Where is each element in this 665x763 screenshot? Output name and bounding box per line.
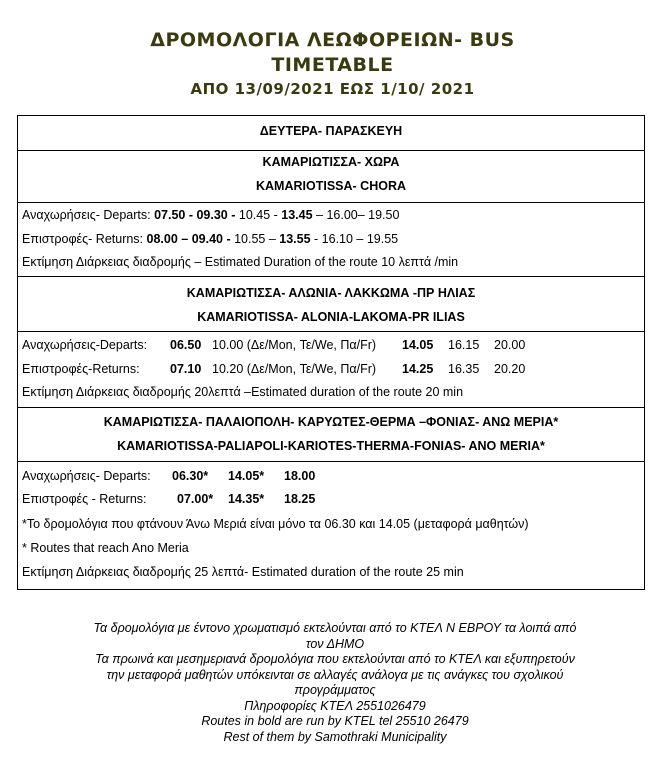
time: 16.15 <box>448 338 480 352</box>
time-bold: 14.35* <box>228 492 265 506</box>
divider <box>18 407 644 408</box>
footer-line: Routes in bold are run by KTEL tel 25510 26479 <box>201 714 469 728</box>
divider <box>18 150 644 151</box>
time: 16.35 <box>448 362 480 376</box>
footer-line: Τα δρομολόγια με έντονο χρωματισμό εκτελούνται από το ΚΤΕΛ Ν ΕΒΡΟΥ τα λοιπά από <box>93 621 577 635</box>
route3-name-gr: ΚΑΜΑΡΙΩΤΙΣΣΑ- ΠΑΛΑΙΟΠΟΛΗ- ΚΑΡΥΩΤΕΣ-ΘΕΡΜΑ –ΦΟΝΙΑΣ- ΑΝΩ ΜΕΡΙΑ* <box>103 415 559 429</box>
route1-returns-row <box>18 231 644 247</box>
route2-departs-row <box>18 337 644 353</box>
route1-departs-row <box>18 207 644 223</box>
route1-duration: Εκτίμηση Διάρκειας διαδρομής – Estimated Duration of the route 10 λεπτά /min <box>22 255 459 269</box>
route1-name-en: KAMARIOTISSA- CHORA <box>256 179 406 193</box>
time-bold: 06.50 <box>170 338 202 352</box>
divider <box>18 461 644 462</box>
route2-duration: Εκτίμηση Διάρκειας διαδρομής 20λεπτά –Estimated duration of the route 20 min <box>22 385 464 399</box>
time: – 16.00– 19.50 <box>312 208 400 222</box>
time-bold: 07.00* <box>177 492 214 506</box>
days-header: ΔΕΥΤΕΡΑ- ΠΑΡΑΣΚΕΥΗ <box>259 124 403 138</box>
footer-line: Πληροφορίες ΚΤΕΛ 2551026479 <box>244 698 426 713</box>
time-bold: 18.25 <box>284 492 316 506</box>
divider <box>18 331 644 332</box>
route3-note-gr: *Το δρομολόγια που φτάνουν Άνω Μεριά είναι μόνο τα 06.30 και 14.05 (μεταφορά μαθητών) <box>22 517 529 531</box>
departs-label: Αναχωρήσεις- Departs: <box>22 469 151 483</box>
time-bold: 14.25 <box>402 362 434 376</box>
page-title-line-2: TIMETABLE <box>271 54 394 76</box>
footer-line: την μεταφορά μαθητών υπόκεινται σε αλλαγές ανάλογα με τις ανάγκες του σχολικού <box>106 667 564 682</box>
time: 20.00 <box>494 338 526 352</box>
timetable-table <box>17 115 645 590</box>
time-bold: 08.00 – 09.40 - <box>143 232 231 246</box>
route2-name-gr: ΚΑΜΑΡΙΩΤΙΣΣΑ- ΑΛΩΝΙΑ- ΛΑΚΚΩΜΑ -ΠΡ ΗΛΙΑΣ <box>186 286 476 300</box>
time-bold: 18.00 <box>284 469 316 483</box>
footer-line: προγράμματος <box>294 683 376 697</box>
time-bold: 07.10 <box>170 362 202 376</box>
departs-label: Αναχωρήσεις-Departs: <box>22 338 148 352</box>
time-bold: 13.45 <box>281 208 313 222</box>
time-bold: 14.05 <box>402 338 434 352</box>
divider <box>18 202 644 203</box>
footer-line: τον ΔΗΜΟ <box>305 636 365 651</box>
time: 10.00 (Δε/Mon, Τε/We, Πα/Fr) <box>212 338 377 352</box>
time: 10.20 (Δε/Mon, Τε/We, Πα/Fr) <box>212 362 377 376</box>
departs-label: Αναχωρήσεις- Departs: <box>22 208 155 222</box>
time: 10.55 – <box>230 232 280 246</box>
route3-name-en: KAMARIOTISSA-PALIAPOLI-KARIOTES-THERMA-FONIAS- ANO MERIA* <box>117 439 545 453</box>
route2-returns-row <box>18 361 644 377</box>
time-bold: 13.55 <box>279 232 311 246</box>
returns-label: Επιστροφές - Returns: <box>22 492 147 506</box>
route3-departs-row <box>18 468 644 484</box>
divider <box>18 276 644 277</box>
page-title: ΔΡΟΜΟΛΟΓΙΑ ΛΕΩΦΟΡΕΙΩΝ- BUS <box>150 29 515 51</box>
route1-name-gr: ΚΑΜΑΡΙΩΤΙΣΣΑ- ΧΩΡΑ <box>262 155 400 169</box>
time: 10.45 - <box>235 208 282 222</box>
route3-note-en: * Routes that reach Ano Meria <box>22 541 189 555</box>
returns-label: Επιστροφές-Returns: <box>22 362 140 376</box>
time-bold: 07.50 - 09.30 - <box>154 208 236 222</box>
returns-label: Επιστροφές- Returns: <box>22 232 144 246</box>
time-bold: 14.05* <box>228 469 265 483</box>
time-bold: 06.30* <box>172 469 209 483</box>
footer-line: Rest of them by Samothraki Municipality <box>223 729 447 744</box>
time: - 16.10 – 19.55 <box>310 232 399 246</box>
footer-line: Τα πρωινά και μεσημεριανά δρομολόγια που εκτελούνται από το ΚΤΕΛ και εξυπηρετούν <box>95 652 575 666</box>
footer-notes <box>60 621 610 745</box>
validity-dates: ΑΠΟ 13/09/2021 ΕΩΣ 1/10/ 2021 <box>190 80 475 98</box>
time: 20.20 <box>494 362 526 376</box>
route3-returns-row <box>18 491 644 507</box>
route2-name-en: KAMARIOTISSA- ALONIA-LAKOMA-PR ILIAS <box>197 310 465 324</box>
route3-duration: Εκτίμηση Διάρκειας διαδρομής 25 λεπτά- Estimated duration of the route 25 min <box>22 565 464 579</box>
